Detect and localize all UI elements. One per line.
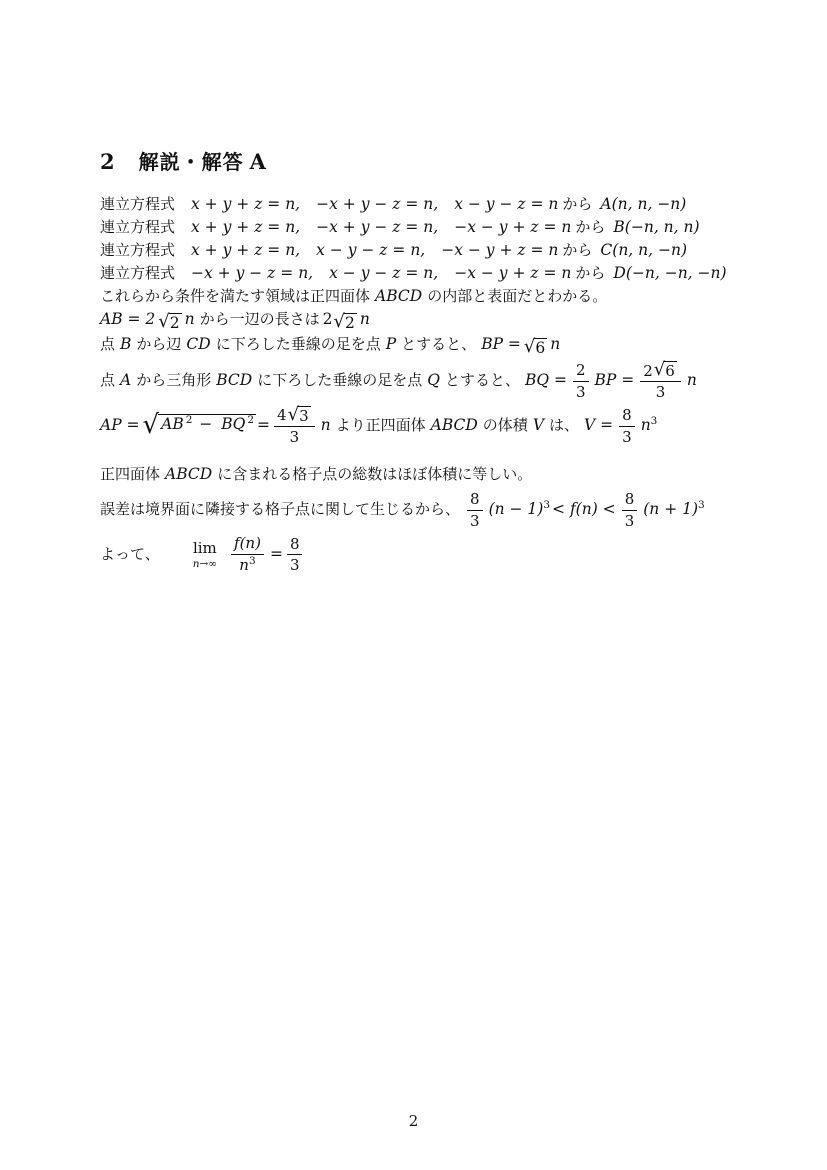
math-n-plus-1: (n + 1) bbox=[643, 499, 699, 518]
region-statement-line bbox=[100, 285, 741, 308]
fraction-denominator: 3 bbox=[575, 383, 586, 402]
fraction-denominator: 3 bbox=[470, 511, 480, 530]
connector-text: から bbox=[575, 264, 606, 282]
equation-1: −x + y − z = n, bbox=[191, 264, 314, 282]
math-expression: AB = 2 bbox=[100, 310, 156, 328]
math-n: n bbox=[686, 371, 697, 390]
radicand: 6 bbox=[665, 362, 675, 381]
text: に下ろした垂線の足を点 bbox=[215, 334, 381, 353]
math-n: n bbox=[320, 416, 331, 434]
math-n: n bbox=[550, 334, 561, 353]
math-abcd: ABCD bbox=[165, 464, 213, 483]
radical-sign: √ bbox=[333, 311, 346, 332]
radical-sign: √ bbox=[653, 359, 666, 381]
sqrt-expression-big bbox=[142, 410, 257, 440]
text: の体積 bbox=[482, 416, 528, 434]
system-label: 連立方程式 bbox=[100, 218, 176, 236]
connector-text: から bbox=[575, 218, 606, 236]
section-title: 解説・解答 bbox=[138, 150, 244, 174]
equation-2: x − y − z = n, bbox=[316, 241, 426, 259]
fraction-denominator: 3 bbox=[289, 428, 300, 447]
fraction-denominator: 3 bbox=[289, 556, 300, 575]
sqrt-expression bbox=[523, 335, 547, 358]
fraction-two-thirds bbox=[573, 361, 589, 402]
exponent: 3 bbox=[698, 498, 705, 511]
sqrt-expression bbox=[334, 313, 357, 333]
math-bp-equals: BP = bbox=[481, 334, 521, 353]
equation-1: x + y + z = n, bbox=[191, 195, 301, 213]
exponent: 2 bbox=[247, 413, 255, 426]
fraction-numerator: 8 bbox=[619, 406, 635, 427]
vertex-point-d: D(−n, −n, −n) bbox=[613, 264, 727, 282]
text: から三角形 bbox=[136, 371, 212, 390]
system-equations-line-d bbox=[100, 262, 741, 285]
fraction-two-root-six-thirds bbox=[640, 361, 681, 402]
connector-text: から bbox=[562, 241, 593, 259]
fraction-eight-thirds bbox=[287, 535, 303, 576]
text: とすると、 bbox=[444, 371, 520, 390]
exponent: 3 bbox=[650, 414, 658, 427]
limit-operator bbox=[192, 538, 218, 570]
math-q: Q bbox=[427, 371, 440, 390]
fraction-denominator: 3 bbox=[655, 383, 666, 402]
radicand: 6 bbox=[535, 338, 546, 357]
text: は、 bbox=[549, 416, 580, 434]
sqrt-expression bbox=[158, 313, 181, 333]
text: 点 bbox=[100, 371, 116, 390]
vertex-point-a: A(n, n, −n) bbox=[600, 195, 687, 213]
math-a: A bbox=[120, 371, 132, 390]
fraction-numerator: 8 bbox=[287, 535, 303, 556]
math-bq-equals: BQ = bbox=[524, 371, 567, 390]
equation-2: −x + y − z = n, bbox=[316, 218, 439, 236]
text: に下ろした垂線の足を点 bbox=[257, 371, 423, 390]
document-content bbox=[100, 146, 741, 579]
radical-sign: √ bbox=[523, 335, 536, 357]
math-v: V bbox=[532, 416, 545, 434]
equation-1: x + y + z = n, bbox=[191, 218, 301, 236]
radicand: 3 bbox=[299, 407, 309, 426]
lattice-points-line bbox=[100, 463, 741, 486]
lim-symbol: lim bbox=[192, 538, 217, 557]
equals-sign: = bbox=[269, 544, 283, 563]
error-bound-line bbox=[100, 489, 741, 531]
vertex-point-b: B(−n, n, n) bbox=[613, 218, 700, 236]
radicand bbox=[158, 414, 256, 435]
exponent: 3 bbox=[248, 554, 256, 567]
radical-sign: √ bbox=[142, 410, 160, 440]
math-n: n bbox=[640, 416, 651, 434]
system-label: 連立方程式 bbox=[100, 264, 176, 282]
text: から辺 bbox=[136, 334, 182, 353]
equation-1: x + y + z = n, bbox=[191, 241, 301, 259]
vertex-point-c: C(n, n, −n) bbox=[600, 241, 688, 259]
minus-sign: − bbox=[194, 415, 218, 433]
fraction-denominator: 3 bbox=[622, 427, 632, 446]
edge-length-line bbox=[100, 308, 741, 333]
bp-perpendicular-line bbox=[100, 333, 741, 358]
equation-3: −x − y + z = n bbox=[454, 218, 572, 236]
coefficient: 2 bbox=[643, 361, 653, 380]
text: の内部と表面だとわかる。 bbox=[427, 287, 608, 305]
system-label: 連立方程式 bbox=[100, 195, 176, 213]
fraction-eight-thirds bbox=[467, 490, 483, 531]
exponent: 2 bbox=[185, 413, 193, 426]
connector-text: から bbox=[562, 195, 593, 213]
equation-3: −x − y + z = n bbox=[441, 241, 559, 259]
fraction-eight-thirds bbox=[622, 490, 638, 531]
text: よって、 bbox=[100, 544, 160, 563]
math-cd: CD bbox=[186, 334, 211, 353]
exponent: 3 bbox=[543, 498, 551, 511]
math-inequality: < f(n) < bbox=[552, 499, 616, 518]
radicand: 2 bbox=[345, 314, 355, 332]
fraction-numerator: f(n) bbox=[231, 534, 264, 555]
math-abcd: ABCD bbox=[430, 416, 478, 434]
limit-conclusion-line bbox=[100, 534, 741, 576]
math-p: P bbox=[385, 334, 397, 353]
equation-2: −x + y − z = n, bbox=[316, 195, 439, 213]
math-ab: AB bbox=[161, 415, 184, 433]
system-equations-line-b bbox=[100, 216, 741, 239]
page-number: 2 bbox=[408, 1112, 419, 1130]
bq-perpendicular-line bbox=[100, 360, 741, 402]
math-v-equals: V = bbox=[584, 416, 614, 434]
fraction-four-root-three-thirds bbox=[274, 406, 315, 447]
math-bp-equals: BP = bbox=[594, 371, 635, 390]
fraction-eight-thirds bbox=[619, 406, 635, 447]
system-label: 連立方程式 bbox=[100, 241, 176, 259]
text: 正四面体 bbox=[100, 464, 161, 483]
text: これらから条件を満たす領域は正四面体 bbox=[100, 287, 371, 305]
text: に含まれる格子点の総数はほぼ体積に等しい。 bbox=[217, 464, 533, 483]
ap-volume-line bbox=[100, 405, 741, 447]
fraction-denominator: 3 bbox=[624, 511, 635, 530]
lim-subscript: n→∞ bbox=[192, 557, 218, 570]
equation-3: −x − y + z = n bbox=[454, 264, 572, 282]
text: より正四面体 bbox=[335, 416, 426, 434]
text: とすると、 bbox=[401, 334, 477, 353]
math-coefficient: 2 bbox=[322, 310, 333, 328]
fraction-numerator: 8 bbox=[467, 490, 483, 511]
coefficient: 4 bbox=[277, 406, 287, 425]
fraction-numerator: 2 bbox=[573, 361, 589, 382]
math-n-minus-1: (n − 1) bbox=[488, 499, 544, 518]
equation-3: x − y − z = n bbox=[454, 195, 559, 213]
fraction-numerator bbox=[640, 361, 681, 382]
sqrt-expression bbox=[654, 361, 677, 380]
radicand: 2 bbox=[169, 314, 180, 332]
math-bcd: BCD bbox=[216, 371, 253, 390]
system-equations-line-a bbox=[100, 193, 741, 216]
section-title-suffix: A bbox=[249, 149, 266, 174]
section-heading bbox=[100, 146, 741, 175]
equals-sign: = bbox=[257, 416, 271, 434]
math-abcd: ABCD bbox=[375, 287, 423, 305]
text: 点 bbox=[100, 334, 116, 353]
math-n: n bbox=[239, 555, 249, 574]
fraction-denominator bbox=[239, 555, 255, 576]
math-bq: BQ bbox=[221, 415, 246, 433]
fraction-fn-over-n-cubed bbox=[229, 534, 266, 576]
math-b: B bbox=[120, 334, 132, 353]
sqrt-expression bbox=[288, 406, 311, 425]
equation-2: x − y − z = n, bbox=[329, 264, 439, 282]
text: から一辺の長さは bbox=[199, 310, 320, 328]
system-equations-line-c bbox=[100, 239, 741, 262]
text: 誤差は境界面に隣接する格子点に関して生じるから、 bbox=[100, 499, 461, 518]
fraction-numerator bbox=[274, 406, 315, 427]
radical-sign: √ bbox=[158, 311, 170, 332]
math-ap-equals: AP = bbox=[100, 416, 140, 434]
radical-sign: √ bbox=[287, 404, 300, 426]
math-n: n bbox=[184, 310, 195, 328]
section-number: 2 bbox=[100, 149, 115, 174]
math-n: n bbox=[359, 310, 370, 328]
fraction-numerator: 8 bbox=[622, 490, 638, 511]
